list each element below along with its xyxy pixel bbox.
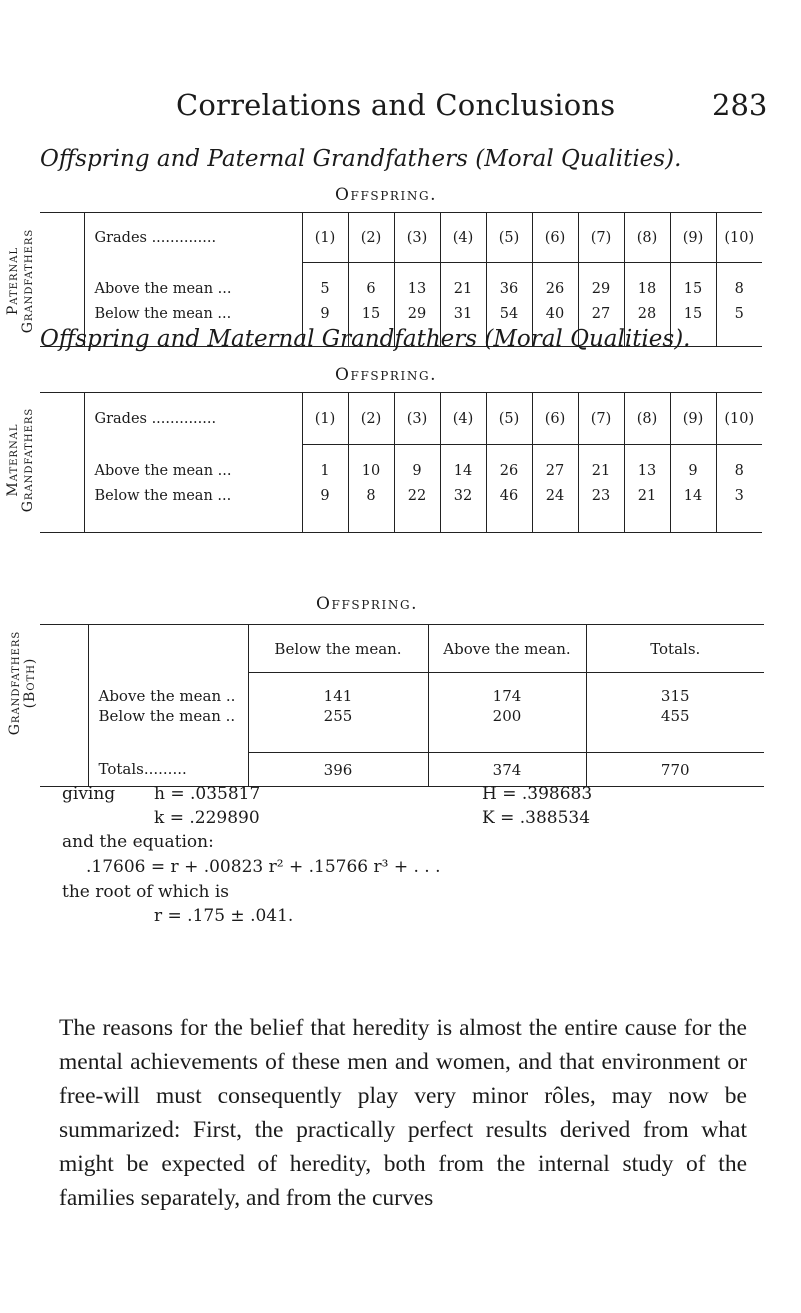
cell: 24: [532, 483, 578, 509]
table2-grade: (4): [440, 393, 486, 445]
cell: 141: [248, 673, 428, 707]
table1-grade: (5): [486, 213, 532, 263]
table1-side-label: Paternal Grandfathers: [5, 228, 36, 334]
cell: 174: [428, 673, 586, 707]
row-label: Below the mean ..: [88, 707, 248, 731]
cell: 36: [486, 277, 532, 301]
table-row: [40, 673, 764, 707]
cell: 455: [586, 707, 764, 731]
cell: 21: [440, 277, 486, 301]
cell: 26: [486, 459, 532, 483]
table-row: [40, 483, 762, 509]
table2-grade: (9): [670, 393, 716, 445]
cell: 200: [428, 707, 586, 731]
row-label: Above the mean ...: [84, 459, 302, 483]
totals-label: Totals.........: [88, 753, 248, 787]
root-text: the root of which is: [62, 882, 229, 902]
table-row: [40, 301, 762, 327]
table2-grade: (10): [716, 393, 762, 445]
cell: 46: [486, 483, 532, 509]
row-label: Below the mean ...: [84, 301, 302, 327]
table2-grade: (7): [578, 393, 624, 445]
table2-side-label: Maternal Grandfathers: [5, 407, 36, 513]
cell: 13: [624, 459, 670, 483]
cell: 8: [716, 277, 762, 301]
table2: [40, 392, 762, 533]
table1-grade: (4): [440, 213, 486, 263]
cell: 770: [586, 753, 764, 787]
table2-grade: (5): [486, 393, 532, 445]
cell: 8: [716, 459, 762, 483]
cell: 26: [532, 277, 578, 301]
cell: 31: [440, 301, 486, 327]
cell: 5: [302, 277, 348, 301]
paragraph-text: The reasons for the belief that heredity is almost the entire cause for the mental achievements of these men and women, and that environment or free-will must consequently play very minor rôles, may now be summarized: First, the practically perfect results derived from what might be expected of heredity, both from the internal study of the families separately, and from the curves: [59, 1015, 747, 1211]
cell: 21: [624, 483, 670, 509]
table1-grade: (6): [532, 213, 578, 263]
cell: 9: [302, 483, 348, 509]
cell: 29: [578, 277, 624, 301]
equation: .17606 = r + .00823 r² + .15766 r³ + . . .: [86, 857, 441, 877]
table3-subheading: Offspring.: [316, 594, 419, 614]
table2-grade: (8): [624, 393, 670, 445]
cell: 29: [394, 301, 440, 327]
cell: 15: [348, 301, 394, 327]
cell: 23: [578, 483, 624, 509]
running-header: [0, 88, 801, 128]
table1-grade: (7): [578, 213, 624, 263]
table3-side-label: Grandfathers (Both): [7, 630, 38, 736]
cell: 22: [394, 483, 440, 509]
table2-grade: (2): [348, 393, 394, 445]
cell: 9: [302, 301, 348, 327]
col-header-below-mean: Below the mean.: [248, 625, 428, 673]
row-label: Above the mean ..: [88, 673, 248, 707]
cell: 6: [348, 277, 394, 301]
cell: 27: [532, 459, 578, 483]
table-row: [40, 459, 762, 483]
cell: 1: [302, 459, 348, 483]
table3: [40, 624, 764, 787]
running-head-title: Correlations and Conclusions: [176, 88, 616, 122]
cell: 21: [578, 459, 624, 483]
row-label: Below the mean ...: [84, 483, 302, 509]
cell: 9: [670, 459, 716, 483]
table-row: [40, 277, 762, 301]
table1-subheading: Offspring.: [335, 185, 438, 205]
table2-subheading: Offspring.: [335, 365, 438, 385]
cell: 9: [394, 459, 440, 483]
cell: 10: [348, 459, 394, 483]
table2-grade: (3): [394, 393, 440, 445]
cell: 5: [716, 301, 762, 327]
table-row: [40, 707, 764, 731]
table1-grade: (10): [716, 213, 762, 263]
table1-grade: (2): [348, 213, 394, 263]
body-paragraph: [59, 1011, 747, 1215]
cell: 315: [586, 673, 764, 707]
H-value: H = .398683: [482, 784, 593, 804]
h-value: h = .035817: [154, 784, 261, 804]
equation-intro: and the equation:: [62, 832, 214, 852]
cell: 255: [248, 707, 428, 731]
cell: 18: [624, 277, 670, 301]
cell: 54: [486, 301, 532, 327]
col-header-totals: Totals.: [586, 625, 764, 673]
table2-row-header: Grades ..............: [84, 393, 302, 445]
page-number: 283: [712, 88, 768, 122]
cell: 40: [532, 301, 578, 327]
table1-grade: (1): [302, 213, 348, 263]
cell: 396: [248, 753, 428, 787]
table1-grade: (3): [394, 213, 440, 263]
table1-grade: (8): [624, 213, 670, 263]
r-value: r = .175 ± .041.: [154, 906, 294, 926]
giving-label: giving: [62, 784, 116, 804]
cell: 15: [670, 277, 716, 301]
cell: 374: [428, 753, 586, 787]
row-label: Above the mean ...: [84, 277, 302, 301]
cell: 27: [578, 301, 624, 327]
cell: 13: [394, 277, 440, 301]
table1-row-header: Grades ..............: [84, 213, 302, 263]
table1-title: Offspring and Paternal Grandfathers (Moral Qualities).: [40, 146, 682, 172]
table2-grade: (6): [532, 393, 578, 445]
table2-grade: (1): [302, 393, 348, 445]
table1-grade: (9): [670, 213, 716, 263]
k-value: k = .229890: [154, 808, 260, 828]
cell: 15: [670, 301, 716, 327]
col-header-above-mean: Above the mean.: [428, 625, 586, 673]
cell: 32: [440, 483, 486, 509]
table2-title: Offspring and Maternal Grandfathers (Moral Qualities).: [40, 326, 691, 352]
cell: 28: [624, 301, 670, 327]
totals-row: [40, 753, 764, 787]
cell: 14: [440, 459, 486, 483]
cell: 3: [716, 483, 762, 509]
cell: 14: [670, 483, 716, 509]
cell: 8: [348, 483, 394, 509]
K-value: K = .388534: [482, 808, 591, 828]
